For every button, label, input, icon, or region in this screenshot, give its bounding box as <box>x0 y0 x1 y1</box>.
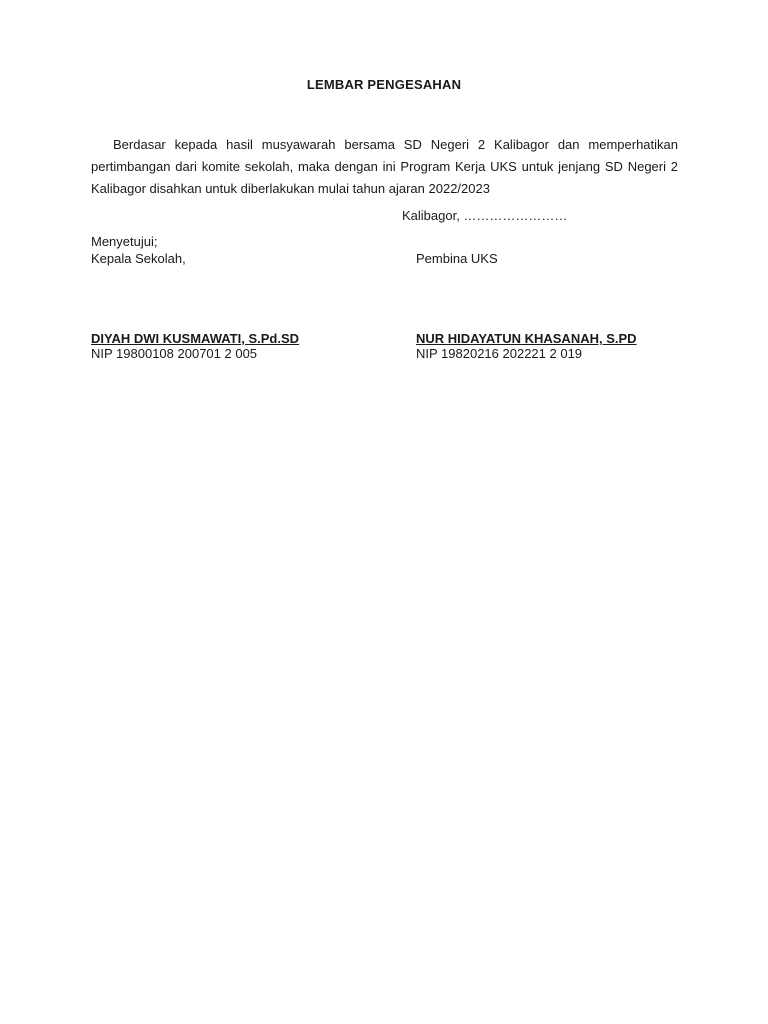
left-signatory-nip: NIP 19800108 200701 2 005 <box>91 346 258 361</box>
page-title: LEMBAR PENGESAHAN <box>306 77 462 92</box>
left-signatory-role: Kepala Sekolah, <box>91 251 186 266</box>
approval-label: Menyetujui; <box>91 234 158 249</box>
right-signatory-nip: NIP 19820216 202221 2 019 <box>416 346 583 361</box>
right-signatory-name: NUR HIDAYATUN KHASANAH, S.PD <box>416 331 637 346</box>
place-date-line: Kalibagor, …………………… <box>402 208 568 223</box>
right-signatory-role: Pembina UKS <box>416 251 498 266</box>
body-paragraph: Berdasar kepada hasil musyawarah bersama SD Negeri 2 Kalibagor dan memperhatikan pertimbangan dari komite sekolah, maka dengan ini Program Kerja UKS untuk jenjang SD Negeri 2 Kalibagor disahkan untuk diberlakukan mulai tahun ajaran 2022/2023 <box>91 137 678 196</box>
left-signatory-name: DIYAH DWI KUSMAWATI, S.Pd.SD <box>91 331 300 346</box>
